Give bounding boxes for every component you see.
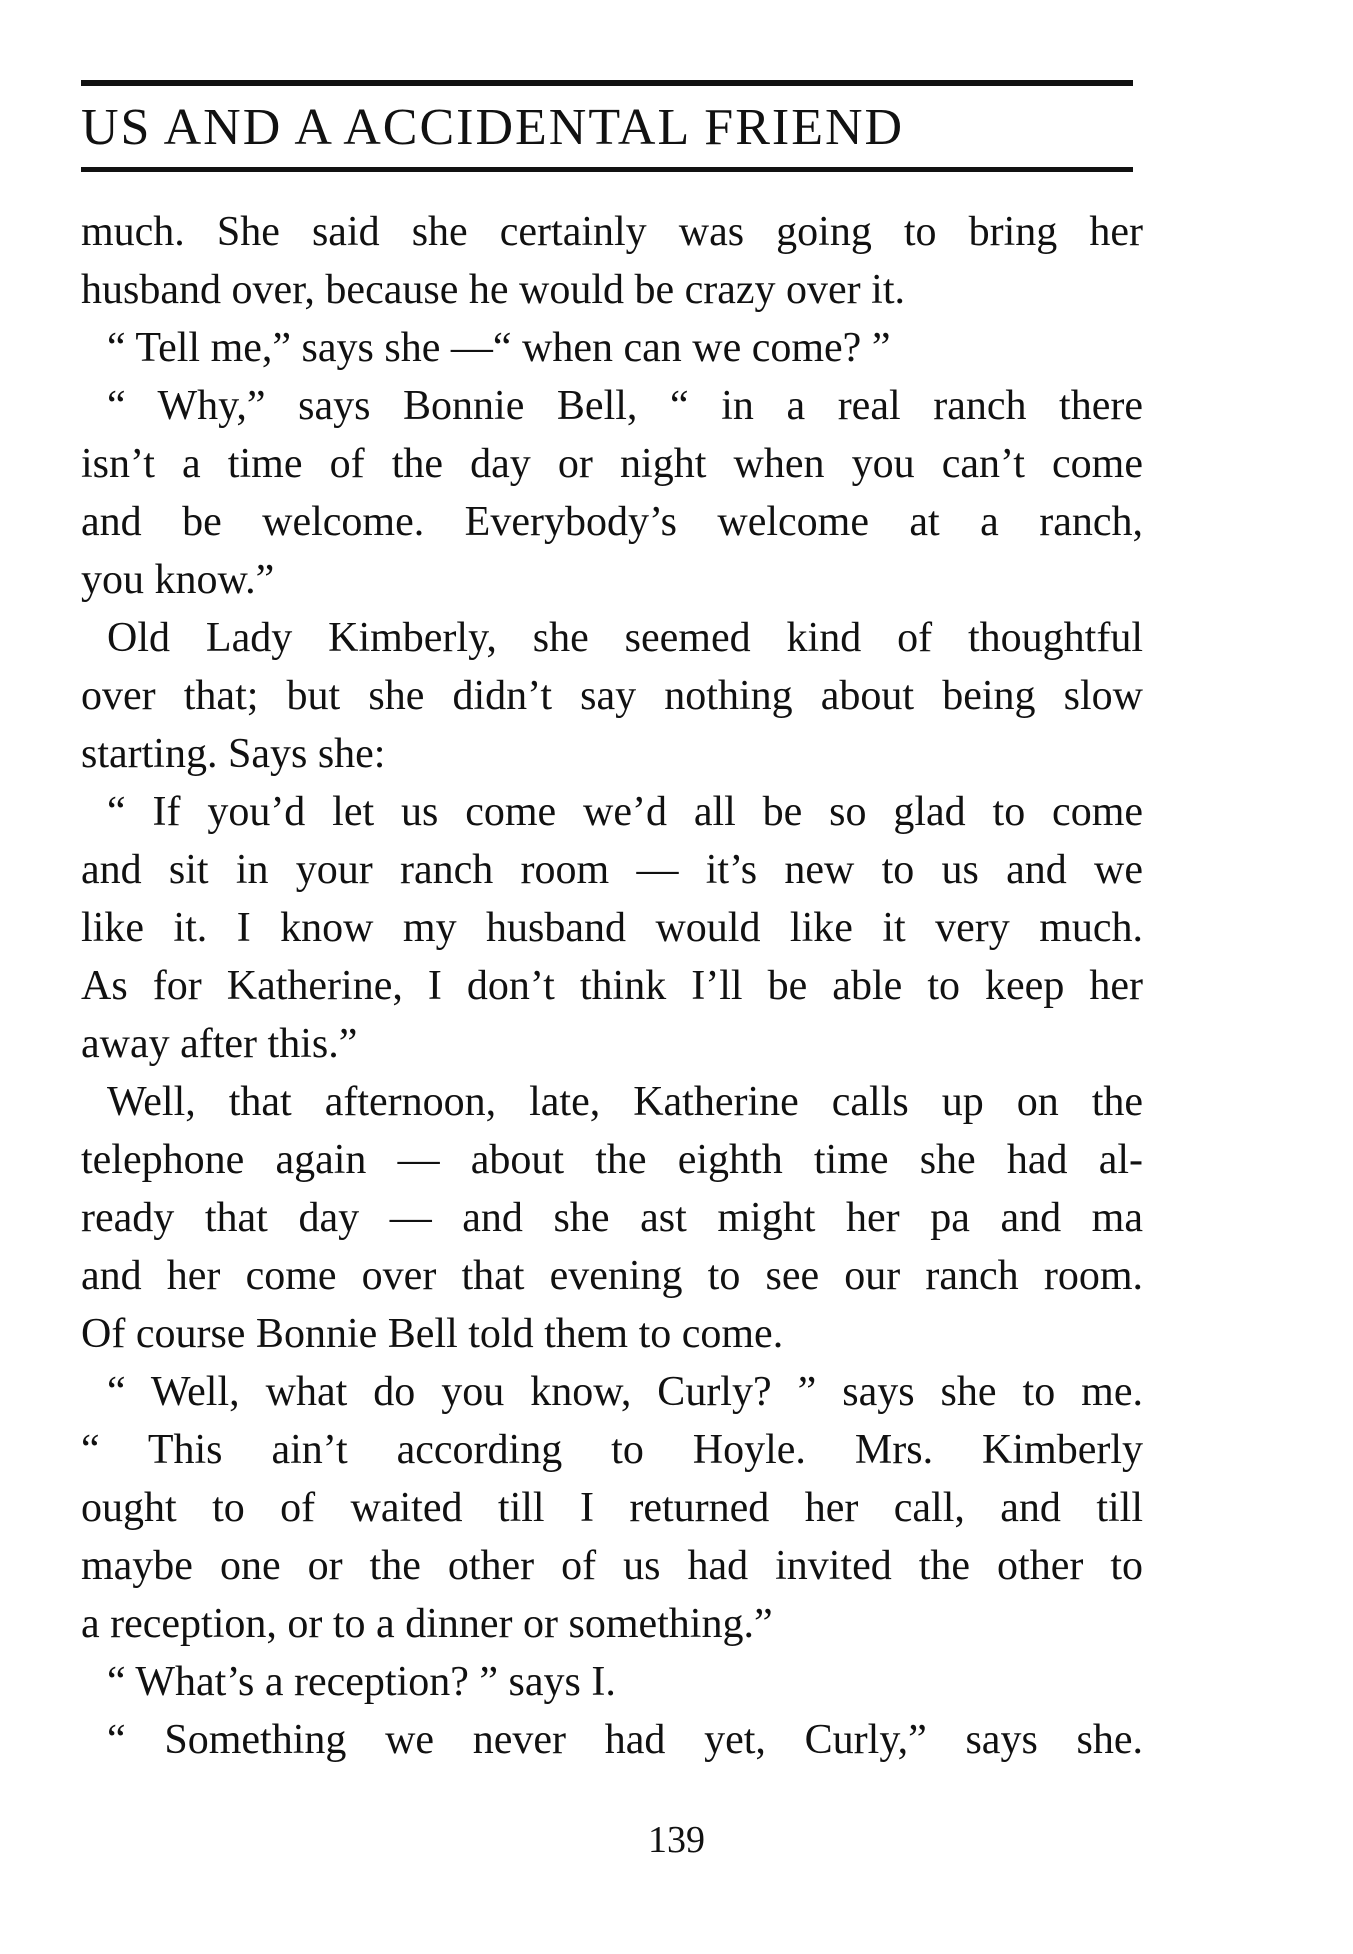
text-line: husband over, because he would be crazy over it. [81, 267, 906, 313]
header-bottom-rule [81, 167, 1133, 172]
text-line: and sit in your ranch room — it’s new to us and we [81, 847, 1143, 893]
text-line: “ Tell me,” says she —“ when can we come? ” [107, 325, 891, 371]
text-line: over that; but she didn’t say nothing about being slow [81, 673, 1143, 719]
text-line: ought to of waited till I returned her call, and till [81, 1485, 1143, 1531]
text-line: isn’t a time of the day or night when you can’t come [81, 441, 1143, 487]
text-line: and be welcome. Everybody’s welcome at a ranch, [81, 499, 1143, 545]
header-top-rule [81, 80, 1133, 86]
text-line: Well, that afternoon, late, Katherine calls up on the [107, 1079, 1143, 1125]
text-line: much. She said she certainly was going to bring her [81, 209, 1143, 255]
body-text [81, 203, 1143, 1769]
text-line: away after this.” [81, 1021, 358, 1067]
text-line: As for Katherine, I don’t think I’ll be able to keep her [81, 963, 1143, 1009]
text-line: “ If you’d let us come we’d all be so glad to come [107, 789, 1143, 835]
page-number: 139 [648, 1819, 705, 1861]
text-line: “ Something we never had yet, Curly,” says she. [107, 1717, 1143, 1763]
text-line: and her come over that evening to see our ranch room. [81, 1253, 1143, 1299]
text-line: Old Lady Kimberly, she seemed kind of thoughtful [107, 615, 1143, 661]
text-line: ready that day — and she ast might her pa and ma [81, 1195, 1143, 1241]
text-line: a reception, or to a dinner or something.” [81, 1601, 773, 1647]
text-line: like it. I know my husband would like it very much. [81, 905, 1143, 951]
text-line: “ What’s a reception? ” says I. [107, 1659, 616, 1705]
text-line: “ Well, what do you know, Curly? ” says she to me. [107, 1369, 1143, 1415]
text-line: starting. Says she: [81, 731, 386, 777]
text-line: “ This ain’t according to Hoyle. Mrs. Kimberly [81, 1427, 1143, 1473]
text-line: maybe one or the other of us had invited the other to [81, 1543, 1143, 1589]
text-line: telephone again — about the eighth time she had al- [81, 1137, 1143, 1183]
running-head: US AND A ACCIDENTAL FRIEND [81, 99, 905, 156]
text-line: Of course Bonnie Bell told them to come. [81, 1311, 784, 1357]
text-line: you know.” [81, 557, 275, 603]
text-line: “ Why,” says Bonnie Bell, “ in a real ranch there [107, 383, 1143, 429]
